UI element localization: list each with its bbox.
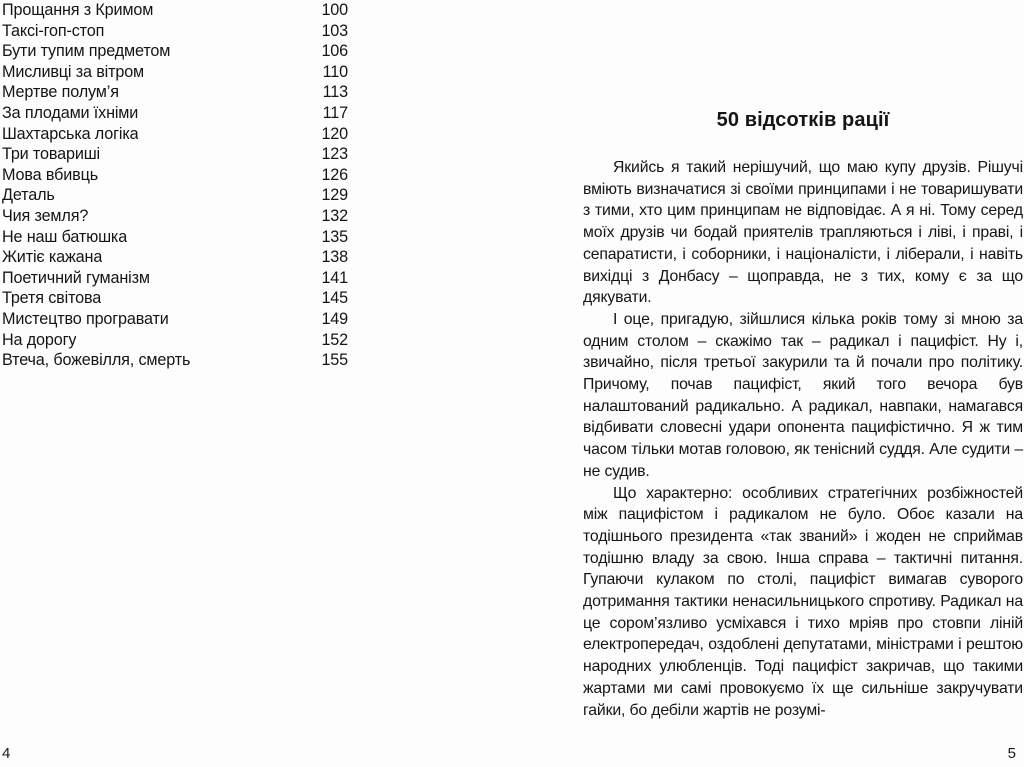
left-page-number: 4 xyxy=(2,745,11,762)
toc-entry-title: Бути тупим предметом xyxy=(2,42,171,61)
toc-entry-title: Прощання з Кримом xyxy=(2,1,154,19)
toc-entry-page-number: 123 xyxy=(321,145,348,164)
toc-entry-title: Поетичний гуманізм xyxy=(2,268,150,287)
toc-entry-page-number: 141 xyxy=(321,268,348,287)
toc-entry-title: За плодами їхніми xyxy=(2,103,139,122)
toc-entry-title: Мистецтво програвати xyxy=(2,309,169,328)
toc-entry-title: Три товариші xyxy=(2,145,101,164)
toc-entry-title: Таксі-гоп-стоп xyxy=(2,21,105,40)
toc-entry-page-number: 126 xyxy=(321,165,348,184)
toc-entry-page-number: 135 xyxy=(321,227,348,246)
paragraph: Що характерно: особливих стратегічних розбіжностей між пацифістом і радикалом не було. Обоє казали на тодішнього президента «так званий» і жоден не сприймав тодішню владу за свою. Інша справа – тактичні питання. Гупаючи кулаком по столі, пацифіст вимагав суворого дотримання тактики ненасильницького спротиву. Радикал на це сором’язливо усміхався і тихо мріяв про стовпи ліній електропередач, оздоблені депутатами, міністрами і рештою народних улюбленців. Тоді пацифіст закричав, що такими жартами ми самі провокуємо їх ще сильніше закручувати гайки, бо дебіли жартів не розумі- xyxy=(583,484,1023,719)
toc-entry xyxy=(2,185,348,206)
toc-entry-page-number: 132 xyxy=(321,206,348,225)
toc-entry-title: Деталь xyxy=(2,186,55,205)
toc-entry-page-number: 129 xyxy=(321,186,348,205)
toc-entry-page-number: 103 xyxy=(321,21,348,40)
toc-entry-page-number: 106 xyxy=(321,42,348,61)
toc-entry xyxy=(2,0,348,21)
toc-entry-title: Житіє кажана xyxy=(2,248,103,267)
toc-entry-page-number: 100 xyxy=(321,1,348,19)
toc-entry-page-number: 117 xyxy=(322,103,348,122)
paragraph: Якийсь я такий нерішучий, що маю купу друзів. Рішучі вміють визначатися зі своїми принципами і не товаришувати з тими, хто цим принципам не відповідає. А я ні. Тому серед моїх друзів чи бодай приятелів трапляються і ліві, і праві, і сепаратисти, і соборники, і націоналісти, і ліберали, і навіть вихідці з Донбасу – щоправда, не з тих, кому є за що дякувати. xyxy=(583,159,1023,307)
toc-entry-title: Шахтарська логіка xyxy=(2,124,139,143)
toc-entry-title: Третя світова xyxy=(2,289,102,308)
toc-entry xyxy=(2,82,348,103)
toc-entry xyxy=(2,124,348,145)
toc-entry-page-number: 145 xyxy=(321,289,348,308)
toc-entry xyxy=(2,165,348,186)
toc-entry-page-number: 152 xyxy=(321,330,348,349)
toc-entry xyxy=(2,330,348,351)
table-of-contents xyxy=(2,0,348,371)
toc-entry-page-number: 155 xyxy=(321,351,348,370)
toc-entry-title: Втеча, божевілля, смерть xyxy=(2,351,191,370)
toc-entry xyxy=(2,227,348,248)
toc-entry xyxy=(2,144,348,165)
toc-entry xyxy=(2,268,348,289)
toc-entry xyxy=(2,206,348,227)
toc-entry-page-number: 110 xyxy=(322,62,348,81)
toc-entry xyxy=(2,288,348,309)
toc-entry xyxy=(2,21,348,42)
toc-entry-title: Мова вбивць xyxy=(2,165,98,184)
toc-entry xyxy=(2,41,348,62)
toc-entry xyxy=(2,103,348,124)
toc-entry xyxy=(2,350,348,371)
toc-entry-page-number: 113 xyxy=(322,83,348,102)
toc-entry-title: На дорогу xyxy=(2,330,77,349)
right-page xyxy=(583,0,1023,767)
left-page xyxy=(2,0,348,767)
paragraph: І оце, пригадую, зійшлися кілька років тому зі мною за одним столом – скажімо так – радикал і пацифіст. Ну і, звичайно, після третьої закурили та й почали про політику. Причому, почав пацифіст, який того вечора був налаштований радикально. А радикал, навпаки, намагався відбивати словесні удари опонента пацифістично. Я ж тим часом тільки мотав головою, як тенісний суддя. Але судити – не судив. xyxy=(583,310,1023,480)
toc-entry-title: Чия земля? xyxy=(2,206,89,225)
toc-entry xyxy=(2,247,348,268)
toc-entry-page-number: 138 xyxy=(321,248,348,267)
toc-entry-title: Не наш батюшка xyxy=(2,227,128,246)
chapter-title: 50 відсотків рації xyxy=(716,109,890,131)
toc-entry-page-number: 120 xyxy=(321,124,348,143)
right-page-number: 5 xyxy=(1007,745,1016,762)
toc-entry-page-number: 149 xyxy=(321,309,348,328)
toc-entry xyxy=(2,62,348,83)
toc-entry-title: Мертве полум’я xyxy=(2,83,119,102)
chapter-body xyxy=(583,157,1023,721)
toc-entry-title: Мисливці за вітром xyxy=(2,62,145,81)
toc-entry xyxy=(2,309,348,330)
